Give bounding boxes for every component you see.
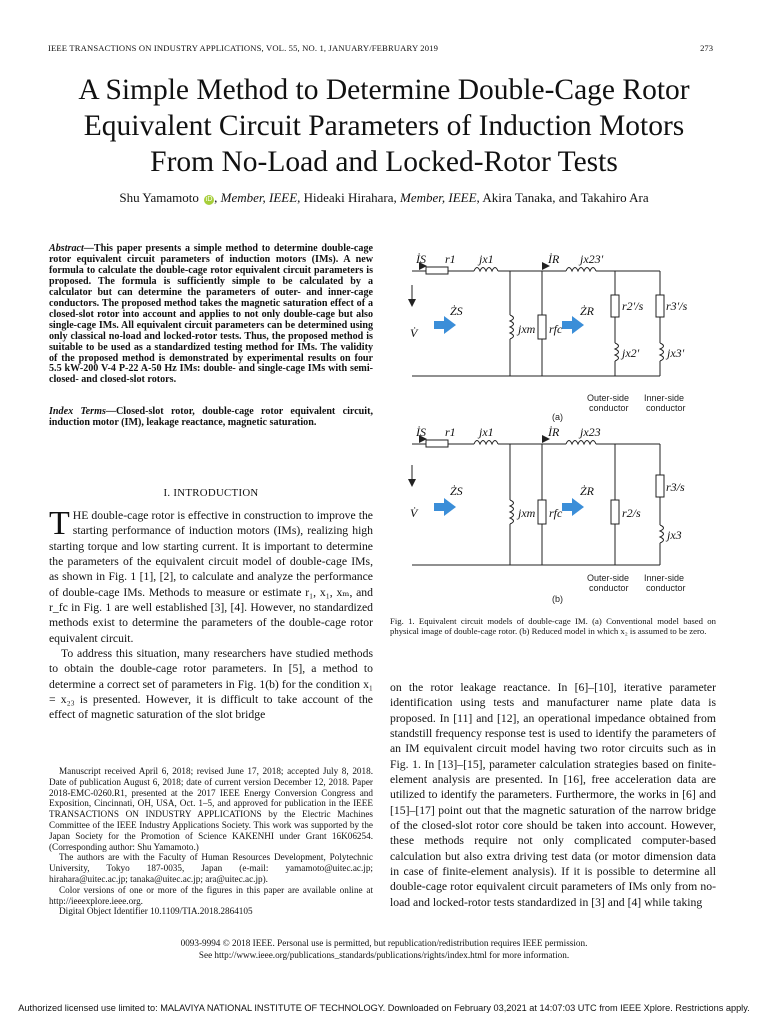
figure-1-circuit-diagram [398,245,718,605]
author-2: Hideaki Hirahara [303,190,394,205]
footnote-manuscript: Manuscript received April 6, 2018; revised June 17, 2018; accepted July 8, 2018. Date of publication August 6, 2018; date of current version December 12, 2018. Paper 2018-EMC-0260.R1, presented at the 2017 IEEE Energy Conversion Congress and Exposition, Cincinnati, OH, USA, Oct. 1–5, and approved for publication in the IEEE TRANSACTIONS ON INDUSTRY APPLICATIONS by the Electric Machines Committee of the IEEE Industry Applications Society. This work was supported by the Japan Society for the Promotion of Science KAKENHI under Grant 16K06254. (Corresponding author: Shu Yamamoto.) [49,766,373,852]
symbol-jx23-b: jx23 [580,425,601,439]
footnote-doi: Digital Object Identifier 10.1109/TIA.2018.2864105 [59,906,253,917]
symbol-ir-b: İR [548,425,560,439]
author-list: Shu Yamamoto iD , Member, IEEE, Hideaki Hirahara, Member, IEEE, Akira Tanaka, and Takahiro Ara [119,190,649,205]
symbol-is-a: İS [416,252,426,266]
symbol-jx1-b: jx1 [479,425,494,439]
symbol-jxm-b: jxm [518,506,536,520]
license-banner: Authorized licensed use limited to: MALAVIYA NATIONAL INSTITUTE OF TECHNOLOGY. Downloaded on February 03,2021 at 14:07:03 UTC from IEEE Xplore. Restrictions apply. [18,1003,750,1013]
symbol-v-b: V̇ [410,506,418,520]
other-authors: , Akira Tanaka, and Takahiro Ara [476,190,649,205]
paper-title [40,72,728,180]
symbol-jx3-a: jx3' [667,346,685,360]
symbol-zr-b: ŻR [580,484,595,498]
figure-caption: Fig. 1. Equivalent circuit models of double-cage IM. (a) Conventional model based on physical image of double-cage rotor. (b) Reduced model in which x₂ is assumed to be zero. [390,616,716,637]
copyright-notice [40,938,728,961]
author-1-membership: Member, IEEE [220,190,298,205]
symbol-ir-a: İR [548,252,560,266]
symbol-zs-b: ŻS [450,484,463,498]
symbol-jxm-a: jxm [518,322,536,336]
symbol-r3-a: r3'/s [666,299,688,313]
intro-paragraph-1: HE double-cage rotor is effective in construction to improve the starting performance of induction motors (IMs), realizing high starting torque and low starting current. It is important to determine the parameters of the equivalent circuit model of double-cage IMs, as shown in Fig. 1 [1], [2], to calculate and analyze the performance of double-cage IMs. Methods to measure or estimate r₁, x₁, xₘ, and r_fc in Fig. 1 are well established [3], [4]. However, no standardized methods exist to determine the parameters of the double-cage rotor equivalent circuit. [49,509,373,645]
inner-conductor-label-b1: Inner-side [644,573,685,583]
inner-conductor-label-a1: Inner-side [644,393,685,403]
symbol-jx2-a: jx2' [622,346,640,360]
inner-conductor-label-a2: conductor [646,403,686,413]
journal-header: IEEE TRANSACTIONS ON INDUSTRY APPLICATIONS, VOL. 55, NO. 1, JANUARY/FEBRUARY 2019 [48,43,439,53]
index-terms [49,407,373,429]
copyright-line-1: 0093-9994 © 2018 IEEE. Personal use is permitted, but republication/redistribution requires IEEE permission. [180,938,588,948]
symbol-jx1-a: jx1 [479,252,494,266]
abstract-text: —This paper presents a simple method to determine double-cage rotor equivalent circuit parameters of induction motors (IMs). A new formula to calculate the double-cage rotor equivalent circuit parameters is proposed. The formula is sufficiently simple to be calculated by a calculator but can determine the parameters of outer- and inner-cage conductors. The proposed method takes the magnetic saturation effect of a closed-slot rotor into account and applies to not only double-cage but also single-cage IMs. All equivalent circuit parameters can be determined using only classical no-load and locked-rotor tests. Thus, the proposed method is suitable to be used as a standardized testing method for IMs. The validity of the proposed method is demonstrated by experimental results on four 5.5 kW-200 V-4 P-22 A-50 Hz IMs: double- and single-cage IMs with semi-closed- and closed-slot rotors. [49,243,373,386]
outer-conductor-label-a1: Outer-side [587,393,630,403]
abstract [49,244,373,386]
symbol-r1-a: r1 [445,252,456,266]
symbol-rfc-a: rfc [549,322,563,336]
circuit-b [412,439,664,565]
footnote [49,766,373,917]
symbol-zs-a: ŻS [450,304,463,318]
author-1: Shu Yamamoto [119,190,199,205]
footnote-affiliation: The authors are with the Faculty of Human Resources Development, Polytechnic University, Tokyo 187-0035, Japan (e-mail: yamamoto@uitec.ac.jp; hirahara@uitec.ac.jp; tanaka@uitec.ac.jp; ara@uitec.ac.jp). [49,852,373,884]
symbol-is-b: İS [416,425,426,439]
title-line-2: Equivalent Circuit Parameters of Induction Motors [83,110,685,142]
right-column-text [390,680,716,910]
symbol-r1-b: r1 [445,425,456,439]
symbol-r2-a: r2'/s [622,299,644,313]
index-terms-text: —Closed-slot rotor, double-cage rotor equivalent circuit, induction motor (IM), leakage reactance, magnetic saturation. [49,406,373,428]
title-line-1: A Simple Method to Determine Double-Cage Rotor [78,74,690,106]
intro-paragraph-2: To address this situation, many researchers have studied methods to obtain the double-cage rotor parameters. In [5], a method to determine a correct set of parameters in Fig. 1(b) for the condition x₁ = x₂₃ is presented. However, it is difficult to take account of the effect of magnetic saturation of the slot bridge [49,647,373,722]
figure-label-b: (b) [552,594,563,604]
abstract-label: Abstract [49,243,84,254]
outer-conductor-label-b1: Outer-side [587,573,630,583]
right-paragraph: on the rotor leakage reactance. In [6]–[10], iterative parameter identification using tests and manufacturer name plate data is proposed. In [11] and [12], an operational impedance obtained from standstill frequency response test is used to identify the parameters of an IM equivalent circuit model having two rotor circuits such as in Fig. 1. In [13]–[15], parameter calculation strategies based on finite-element analysis are presented. In [16], free acceleration data are utilized to identify the parameters. Furthermore, the works in [6] and [15]–[17] point out that the magnetic saturation of the narrow bridge of the closed-slot rotor core should be taken into account. However, these methods require not only complicated computer-based calculation but also extra driving test data (or motor dimension data in case of finite-element analysis). If it is possible to determine all double-cage rotor equivalent circuit parameters of IMs only from no-load and locked-rotor tests standardized in [3] and [4] while taking [390,681,716,909]
index-terms-label: Index Terms [49,406,106,417]
drop-cap: T [49,505,70,542]
symbol-r2-b: r2/s [622,506,641,520]
inner-conductor-label-b2: conductor [646,583,686,593]
symbol-jx23-a: jx23' [580,252,604,266]
orcid-icon[interactable]: iD [205,196,213,203]
introduction [49,505,373,723]
symbol-rfc-b: rfc [549,506,563,520]
outer-conductor-label-a2: conductor [589,403,629,413]
section-heading: I. INTRODUCTION [163,487,259,499]
figure-label-a: (a) [552,412,563,422]
outer-conductor-label-b2: conductor [589,583,629,593]
author-2-membership: Member, IEEE [400,190,477,205]
symbol-v-a: V̇ [410,326,418,340]
footnote-color: Color versions of one or more of the figures in this paper are available online at http://ieeexplore.ieee.org. [49,884,373,906]
title-line-3: From No-Load and Locked-Rotor Tests [150,146,618,178]
page-number: 273 [700,43,713,53]
symbol-jx3-b: jx3 [667,528,682,542]
symbol-r3-b: r3/s [666,480,685,494]
symbol-zr-a: ŻR [580,304,595,318]
copyright-line-2: See http://www.ieee.org/publications_standards/publications/rights/index.html for more information. [198,949,570,960]
